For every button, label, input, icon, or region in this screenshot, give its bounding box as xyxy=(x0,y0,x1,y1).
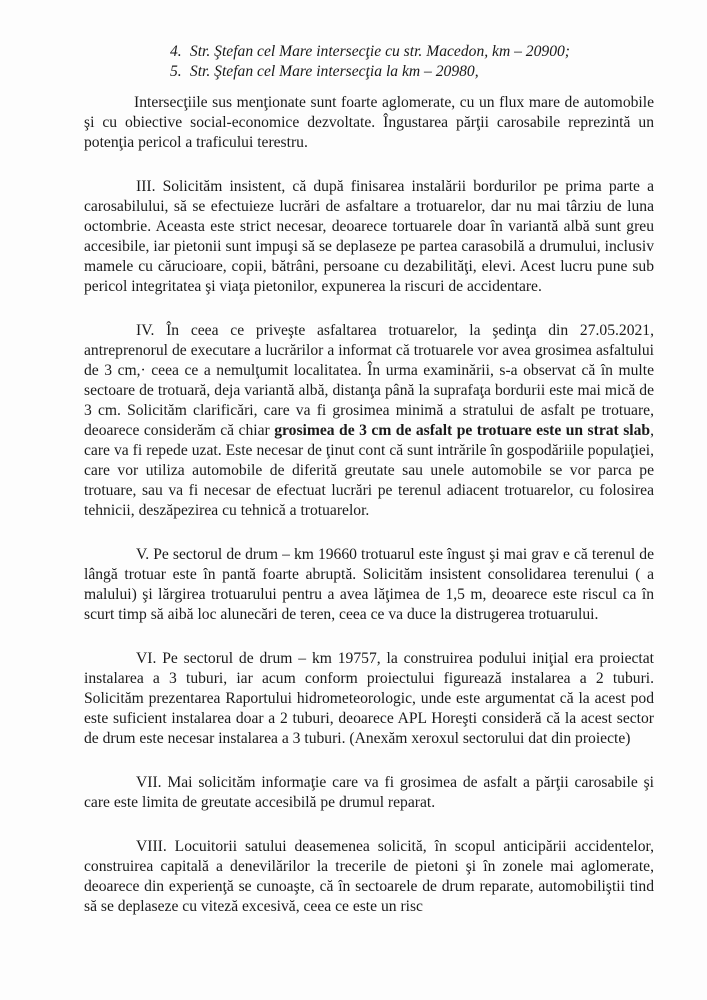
paragraph-intro: Intersecţiile sus menţionate sunt foarte aglomerate, cu un flux mare de automobile şi cu obiective social-economice dezvoltate. Îngustarea părţii carosabile reprezintă un potenţia pericol a traficului terestru. xyxy=(84,94,654,151)
paragraph-section-7: VII. Mai solicităm informaţie care va fi grosimea de asfalt a părţii carosabile şi care este limita de greutate accesibilă pe drumul reparat. xyxy=(84,774,654,811)
paragraph-section-4-emphasis: grosimea de 3 cm de asfalt pe trotuare este un strat slab xyxy=(274,422,651,439)
paragraph-section-4-part-1: IV. În ceea ce priveşte asfaltarea trotuarelor, la şedinţa din 27.05.2021, antreprenorul de executare a lucrărilor a informat că trotuarele vor avea grosimea asfaltului de 3 cm,· ceea ce a nemulţumit localitatea. În urma examinării, s-a observat că în multe sectoare de trotuară, deja variantă albă, distanţa până la suprafaţa bordurii este mai mică de 3 cm. Solicităm clarificări, care va fi grosimea minimă a stratului de asfalt pe trotuare, deoarece considerăm că chiar xyxy=(84,322,654,439)
paragraph-section-5: V. Pe sectorul de drum – km 19660 trotuarul este îngust şi mai grav e că terenul de lângă trotuar este în pantă foarte abruptă. Solicităm insistent consolidarea terenului ( a malului) şi lărgirea trotuarului pentru a avea lăţimea de 1,5 m, deoarece este riscul ca în scurt timp să aibă loc alunecări de teren, ceea ce va duce la distrugerea trotuarului. xyxy=(84,546,654,623)
list-item-number: 5. xyxy=(170,63,182,80)
list-item-number: 4. xyxy=(170,43,182,60)
list-item-text: Str. Ştefan cel Mare intersecţia la km – 20980, xyxy=(189,63,479,80)
paragraph-section-4-part-2: , care va fi repede uzat. Este necesar de ţinut cont că sunt intrările în gospodăriile populaţiei, care vor utiliza automobile de diferită greutate sau unele automobile se vor parca pe trotuare, sau va fi necesar de efectuat lucrări pe terenul adiacent trotuarelor, cu folosirea tehnicii, deszăpezirea cu tehnică a trotuarelor. xyxy=(84,422,654,519)
document-body xyxy=(84,42,654,941)
intersection-list xyxy=(84,42,654,82)
list-item xyxy=(84,42,654,62)
paragraph-section-4 xyxy=(84,321,654,521)
paragraph-section-6: VI. Pe sectorul de drum – km 19757, la construirea podului iniţial era proiectat instalarea a 3 tuburi, iar acum conform proiectului figurează instalarea a 2 tuburi. Solicităm prezentarea Raportului hidrometeorologic, unde este argumentat că la acest pod este suficient instalarea doar a 2 tuburi, deoarece APL Horeşti consideră că la acest sector de drum este necesar instalarea a 3 tuburi. (Anexăm xeroxul sectorului dat din proiecte) xyxy=(84,650,654,747)
paragraph-section-3: III. Solicităm insistent, că după finisarea instalării bordurilor pe prima parte a carosabilului, să se efectuieze lucrări de asfaltare a trotuarelor, dar nu mai târziu de luna octombrie. Aceasta este strict necesar, deoarece tortuarele doar în variantă albă sunt greu accesibile, iar pietonii sunt impuşi să se deplaseze pe partea carasobilă a drumului, inclusiv mamele cu cărucioare, copii, bătrâni, persoane cu dezabilităţi, elevi. Acest lucru pune sub pericol integritatea şi viaţa pietonilor, expunerea la riscuri de accidentare. xyxy=(84,178,654,295)
paragraph-section-8: VIII. Locuitorii satului deasemenea solicită, în scopul anticipării accidentelor, construirea capitală a denevilărilor la trecerile de pietoni şi în zonele mai aglomerate, deoarece din experienţă se cunoaşte, că în sectoarele de drum reparate, automobiliştii tind să se deplaseze cu viteză excesivă, ceea ce este un risc xyxy=(84,838,654,915)
list-item xyxy=(84,62,654,82)
list-item-text: Str. Ştefan cel Mare intersecţie cu str. Macedon, km – 20900; xyxy=(189,43,570,60)
